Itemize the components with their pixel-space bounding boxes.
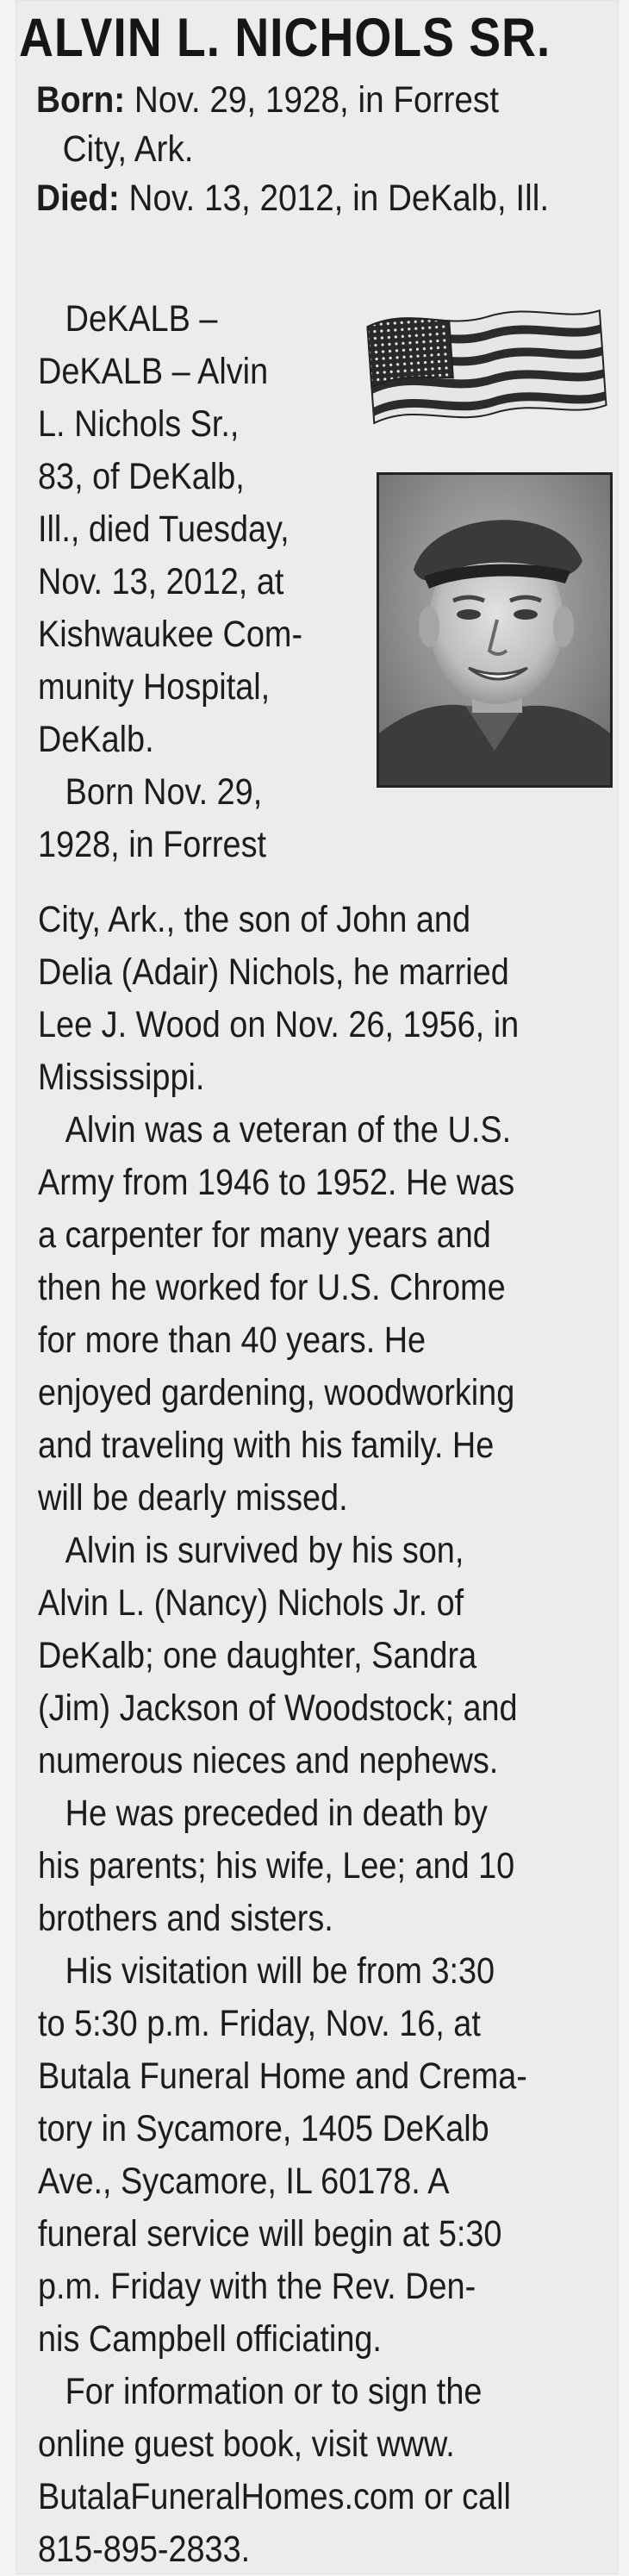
text-line: For information or to sign the [65, 2371, 483, 2412]
text-line: funeral service will begin at 5:30 [38, 2213, 502, 2255]
born-label: Born: [36, 79, 126, 121]
born-line-continued: City, Ark. [62, 128, 194, 170]
text-line: Born Nov. 29, [65, 771, 263, 813]
text-line: nis Campbell officiating. [38, 2318, 382, 2360]
text-line: p.m. Friday with the Rev. Den- [38, 2266, 476, 2307]
text-line: 83, of DeKalb, [38, 456, 245, 497]
obituary-wide-column [38, 894, 624, 2576]
text-line: ButalaFuneralHomes.com or call [38, 2476, 511, 2517]
flag-illustration [353, 293, 612, 440]
text-line: City, Ark., the son of John and [38, 899, 471, 940]
died-line [36, 174, 564, 223]
portrait-photo [377, 472, 613, 788]
died-value: Nov. 13, 2012, in DeKalb, Ill. [128, 178, 550, 219]
text-line: numerous nieces and nephews. [38, 1740, 499, 1781]
born-line [36, 76, 564, 125]
text-line: Butala Funeral Home and Crema- [38, 2055, 527, 2097]
portrait-figure [379, 475, 610, 785]
text-line: then he worked for U.S. Chrome [38, 1267, 506, 1308]
text-line: His visitation will be from 3:30 [65, 1950, 495, 1992]
text-line: enjoyed gardening, woodworking [38, 1372, 515, 1413]
text-line: Alvin L. (Nancy) Nichols Jr. of [38, 1582, 464, 1624]
text-line: Nov. 13, 2012, at [38, 561, 284, 602]
obituary-name: ALVIN L. NICHOLS SR. [19, 8, 551, 68]
text-line: munity Hospital, [38, 666, 271, 708]
text-line: his parents; his wife, Lee; and 10 [38, 1845, 515, 1887]
text-line: Kishwaukee Com- [38, 614, 303, 655]
text-line: and traveling with his family. He [38, 1425, 495, 1466]
text-line: Ave., Sycamore, IL 60178. A [38, 2161, 450, 2202]
text-line: Army from 1946 to 1952. He was [38, 1162, 515, 1203]
text-line: (Jim) Jackson of Woodstock; and [38, 1687, 518, 1729]
text-line: DeKALB – Alvin [38, 351, 269, 392]
text-line: He was preceded in death by [65, 1793, 488, 1834]
text-line: to 5:30 p.m. Friday, Nov. 16, at [38, 2003, 481, 2044]
text-line: a carpenter for many years and [38, 1214, 491, 1256]
text-line: DeKalb. [38, 719, 154, 760]
text-line: for more than 40 years. He [38, 1319, 427, 1361]
text-line: Lee J. Wood on Nov. 26, 1956, in [38, 1004, 520, 1045]
text-line: Alvin is survived by his son, [65, 1530, 464, 1571]
text-line: brothers and sisters. [38, 1898, 333, 1939]
obituary-narrow-column [38, 293, 348, 871]
text-line: tory in Sycamore, 1405 DeKalb [38, 2108, 489, 2149]
text-line: 1928, in Forrest [38, 824, 267, 865]
text-line: 815-895-2833. [38, 2529, 251, 2570]
text-line: Mississippi. [38, 1057, 205, 1098]
born-value: Nov. 29, 1928, in Forrest [134, 79, 499, 121]
text-line: DeKALB – [65, 298, 218, 340]
text-line: L. Nichols Sr., [38, 403, 240, 445]
text-line: online guest book, visit www. [38, 2423, 455, 2465]
text-line: Alvin was a veteran of the U.S. [65, 1109, 512, 1151]
text-line: DeKalb; one daughter, Sandra [38, 1635, 477, 1676]
died-label: Died: [36, 178, 120, 219]
text-line: Delia (Adair) Nichols, he married [38, 951, 509, 993]
text-line: Ill., died Tuesday, [38, 508, 290, 550]
text-line: will be dearly missed. [38, 1477, 348, 1519]
vital-dates [36, 76, 622, 223]
